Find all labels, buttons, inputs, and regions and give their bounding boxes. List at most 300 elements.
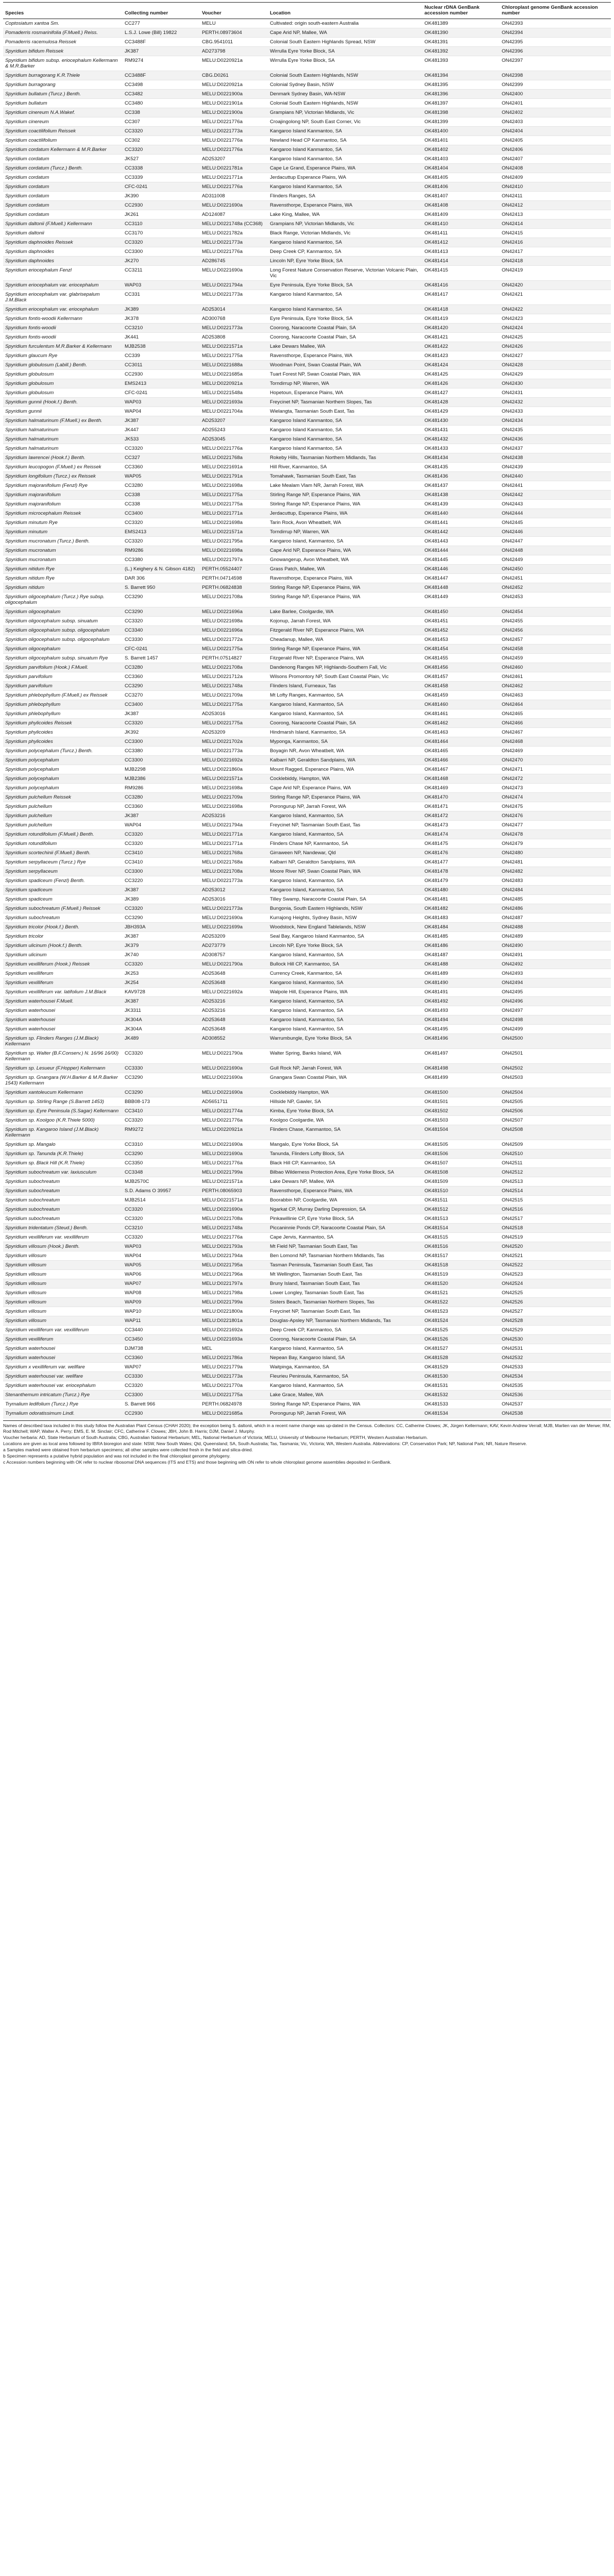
voucher-cell: MELU:D0221771a: [200, 173, 268, 182]
voucher-cell: MELU:D0221690a: [200, 201, 268, 210]
table-row: [3, 290, 611, 305]
voucher-cell: MELU:D0221704a: [200, 407, 268, 416]
chloroplast-accession-cell: ON42407: [500, 155, 611, 164]
species-cell: Spyridium serpyllaceum: [3, 867, 123, 876]
nuclear-accession-cell: OK481489: [422, 969, 500, 978]
location-cell: Gull Rock NP, Jarrah Forest, WA: [268, 1064, 422, 1073]
collecting-number-cell: WAP03: [123, 281, 200, 290]
voucher-cell: MELU:D0221775a: [200, 490, 268, 500]
species-cell: Spyridium cordatum: [3, 173, 123, 182]
table-row: [3, 80, 611, 90]
nuclear-accession-cell: OK481395: [422, 80, 500, 90]
table-row: [3, 1168, 611, 1177]
chloroplast-accession-cell: ON42530: [500, 1335, 611, 1344]
chloroplast-accession-cell: ON42504: [500, 1088, 611, 1097]
chloroplast-accession-cell: ON42430: [500, 379, 611, 388]
species-cell: Spyridium fontis-woodii: [3, 333, 123, 342]
location-cell: Grampians NP, Victorian Midlands, Vic: [268, 108, 422, 117]
collecting-number-cell: MJB2538: [123, 342, 200, 351]
nuclear-accession-cell: OK481485: [422, 932, 500, 941]
nuclear-accession-cell: OK481434: [422, 453, 500, 463]
chloroplast-accession-cell: ON42442: [500, 490, 611, 500]
footnote: Locations are given as local area followed by IBRA bioregion and state: NSW, New South Wales; Qld, Queensland; SA, South Australia; Tas, Tasmania; Vic, Victoria; WA, Western Australia. Abbreviations: CP, Conservation Park; NP, National Park; NR, Nature Reserve.: [3, 1441, 527, 1446]
collecting-number-cell: CC3170: [123, 229, 200, 238]
collecting-number-cell: CC3220: [123, 876, 200, 886]
location-cell: Kangaroo Island, Kanmantoo, SA: [268, 997, 422, 1006]
nuclear-accession-cell: OK481415: [422, 266, 500, 281]
chloroplast-accession-cell: ON42446: [500, 528, 611, 537]
location-cell: Gnowangerup, Avon Wheatbelt, WA: [268, 555, 422, 565]
table-row: [3, 886, 611, 895]
location-cell: Pinkawillinie CP, Eyre Yorke Block, SA: [268, 1214, 422, 1224]
table-row: [3, 99, 611, 108]
species-cell: Spyridium daphnoides: [3, 247, 123, 257]
table-row: [3, 830, 611, 839]
table-row: [3, 257, 611, 266]
table-row: [3, 463, 611, 472]
species-cell: Spyridium subochreatum: [3, 1205, 123, 1214]
voucher-cell: MELU:D0221779a: [200, 1363, 268, 1372]
nuclear-accession-cell: OK481473: [422, 821, 500, 830]
species-cell: Spyridium sp. Flinders Ranges (J.M.Black) Kellermann: [3, 1034, 123, 1049]
location-cell: Kangaroo Island, Kanmantoo, SA: [268, 830, 422, 839]
table-row: [3, 1088, 611, 1097]
collecting-number-cell: CC3320: [123, 127, 200, 136]
table-row: [3, 663, 611, 672]
chloroplast-accession-cell: ON42460: [500, 663, 611, 672]
footnote: b Specimen represents a putative hybrid population and was not included in the final chloroplast genome phylogeny.: [3, 1453, 231, 1459]
voucher-cell: AD286745: [200, 257, 268, 266]
voucher-cell: MELU:D0221775a: [200, 500, 268, 509]
location-cell: Deep Creek CP, Kanmantoo, SA: [268, 247, 422, 257]
nuclear-accession-cell: OK481499: [422, 1073, 500, 1088]
nuclear-accession-cell: OK481482: [422, 904, 500, 913]
table-row: [3, 969, 611, 978]
voucher-cell: AD253012: [200, 886, 268, 895]
location-cell: Freycinet NP, Tasmanian Northern Slopes, Tas: [268, 398, 422, 407]
collecting-number-cell: CC3348: [123, 1168, 200, 1177]
collecting-number-cell: S. Barrett 950: [123, 583, 200, 592]
nuclear-accession-cell: OK481393: [422, 56, 500, 71]
nuclear-accession-cell: OK481468: [422, 774, 500, 784]
location-cell: Dandenong Ranges NP, Highlands-Southern Fall, Vic: [268, 663, 422, 672]
location-cell: Jerdacuttup, Esperance Plains, WA: [268, 509, 422, 518]
species-cell: Spyridium oligocephalum: [3, 645, 123, 654]
collecting-number-cell: CC3380: [123, 747, 200, 756]
location-cell: Newland Head CP Kanmantoo, SA: [268, 136, 422, 145]
collecting-number-cell: JK387: [123, 811, 200, 821]
location-cell: Moore River NP, Swan Coastal Plain, WA: [268, 867, 422, 876]
collecting-number-cell: CC3290: [123, 607, 200, 617]
chloroplast-accession-cell: ON42501: [500, 1049, 611, 1064]
collecting-number-cell: KAV9728: [123, 988, 200, 997]
location-cell: Stirling Range NP, Esperance Plains, WA: [268, 583, 422, 592]
collecting-number-cell: CC3400: [123, 509, 200, 518]
nuclear-accession-cell: OK481503: [422, 1116, 500, 1125]
collecting-number-cell: CC3320: [123, 537, 200, 546]
location-cell: Mt Lofty Ranges, Kanmantoo, SA: [268, 691, 422, 700]
table-row: [3, 1270, 611, 1279]
chloroplast-accession-cell: ON42411: [500, 192, 611, 201]
voucher-cell: MELU:D0221690a: [200, 1149, 268, 1159]
table-row: [3, 737, 611, 747]
location-cell: Walpole Hill, Esperance Plains, WA: [268, 988, 422, 997]
species-cell: Spyridium majoranifolium: [3, 490, 123, 500]
location-cell: Flinders Chase NP, Kanmantoo, SA: [268, 839, 422, 849]
chloroplast-accession-cell: ON42494: [500, 978, 611, 988]
collecting-number-cell: CC3339: [123, 173, 200, 182]
voucher-cell: MELU:D0221748a (CC368): [200, 219, 268, 229]
table-row: [3, 333, 611, 342]
chloroplast-accession-cell: ON42451: [500, 574, 611, 583]
location-cell: Walter Spring, Banks Island, WA: [268, 1049, 422, 1064]
chloroplast-accession-cell: ON42505: [500, 1097, 611, 1107]
chloroplast-accession-cell: ON42471: [500, 765, 611, 774]
voucher-cell: MELU:D0221708a: [200, 1214, 268, 1224]
location-cell: Freycinet NP, Tasmanian South East, Tas: [268, 1307, 422, 1316]
collecting-number-cell: CC338: [123, 490, 200, 500]
location-cell: Lincoln NP, Eyre Yorke Block, SA: [268, 257, 422, 266]
column-header-location: Location: [268, 3, 422, 19]
species-cell: Spyridium tridentatum (Steud.) Benth.: [3, 1224, 123, 1233]
location-cell: Kangaroo Island, Kanmantoo, SA: [268, 876, 422, 886]
species-cell: Spyridium burragorang: [3, 80, 123, 90]
voucher-cell: MELU:D0221773a: [200, 238, 268, 247]
collecting-number-cell: JK387: [123, 932, 200, 941]
voucher-cell: MELU:D0221690a: [200, 1140, 268, 1149]
nuclear-accession-cell: OK481402: [422, 145, 500, 155]
nuclear-accession-cell: OK481477: [422, 858, 500, 867]
species-cell: Spyridium ulicinum: [3, 951, 123, 960]
location-cell: Lake Dewars NP, Mallee, WA: [268, 1177, 422, 1187]
table-row: [3, 672, 611, 682]
chloroplast-accession-cell: ON42410: [500, 182, 611, 192]
collecting-number-cell: CC277: [123, 19, 200, 28]
voucher-cell: AD253045: [200, 435, 268, 444]
table-row: [3, 1107, 611, 1116]
location-cell: Kangaroo Island Kanmantoo, SA: [268, 127, 422, 136]
collecting-number-cell: CC3300: [123, 247, 200, 257]
location-cell: Cape Le Grand, Esperance Plains, WA: [268, 164, 422, 173]
chloroplast-accession-cell: ON42428: [500, 361, 611, 370]
nuclear-accession-cell: OK481397: [422, 99, 500, 108]
collecting-number-cell: CC2930: [123, 370, 200, 379]
collecting-number-cell: CC3300: [123, 1391, 200, 1400]
species-cell: Spyridium eriocephalum var. eriocephalum: [3, 281, 123, 290]
nuclear-accession-cell: OK481406: [422, 182, 500, 192]
location-cell: Kalbarri NP, Geraldton Sandplains, WA: [268, 756, 422, 765]
voucher-cell: MELU:D0221748a: [200, 1224, 268, 1233]
chloroplast-accession-cell: ON42503: [500, 1073, 611, 1088]
species-cell: Spyridium halmaturinum (F.Muell.) ex Benth.: [3, 416, 123, 426]
nuclear-accession-cell: OK481454: [422, 645, 500, 654]
chloroplast-accession-cell: ON42473: [500, 784, 611, 793]
table-row: [3, 481, 611, 490]
footnote: Names of described taxa included in this study follow the Australian Plant Census (CHAH 2020); the exception being S. daltonii, which in a recent name change was up-dated in the Census. Collectors: CC, Catherine Clowes; JK, Jürgen Kellermann; KAV, Kevin Andrew Verrall; MJB, Marlien van der Merwe; RM, Rod Mitchell; WAP, Walter A. Perry; EMS, E. M. Sinclair; CFC, Catherine F. Clowes; JBH, John B. Harris; DJM, Daniel J. Murphy.: [3, 1423, 611, 1434]
chloroplast-accession-cell: ON42425: [500, 333, 611, 342]
species-cell: Spyridium waterhousei: [3, 1015, 123, 1025]
chloroplast-accession-cell: ON42438: [500, 453, 611, 463]
chloroplast-accession-cell: ON42472: [500, 774, 611, 784]
collecting-number-cell: CC3320: [123, 518, 200, 528]
chloroplast-accession-cell: ON42415: [500, 229, 611, 238]
chloroplast-accession-cell: ON42421: [500, 290, 611, 305]
nuclear-accession-cell: OK481526: [422, 1335, 500, 1344]
voucher-cell: PERTH.04714598: [200, 574, 268, 583]
voucher-cell: MELU:D0221768a: [200, 858, 268, 867]
voucher-cell: AD253808: [200, 333, 268, 342]
collecting-number-cell: JK527: [123, 155, 200, 164]
chloroplast-accession-cell: ON42445: [500, 518, 611, 528]
location-cell: Rokeby Hills, Tasmanian Northern Midlands, Tas: [268, 453, 422, 463]
collecting-number-cell: CC3410: [123, 858, 200, 867]
collecting-number-cell: CC338: [123, 500, 200, 509]
table-row: [3, 38, 611, 47]
voucher-cell: MELU:D0221773a: [200, 127, 268, 136]
table-row: [3, 1409, 611, 1418]
column-header-collecting-number: Collecting number: [123, 3, 200, 19]
collecting-number-cell: JK389: [123, 305, 200, 314]
table-row: [3, 839, 611, 849]
voucher-cell: MELU:D0221775a: [200, 719, 268, 728]
species-cell: Spyridium tricolor (Hook.f.) Benth.: [3, 923, 123, 932]
chloroplast-accession-cell: ON42401: [500, 99, 611, 108]
species-cell: Spyridium nitidum Rye: [3, 565, 123, 574]
chloroplast-accession-cell: ON42487: [500, 913, 611, 923]
footnote: a Samples marked were obtained from herbarium specimens; all other samples were collected fresh in the field and silica-dried.: [3, 1447, 253, 1452]
table-row: [3, 56, 611, 71]
chloroplast-accession-cell: ON42531: [500, 1344, 611, 1353]
collecting-number-cell: JK387: [123, 997, 200, 1006]
table-row: [3, 1187, 611, 1196]
collecting-number-cell: CC302: [123, 136, 200, 145]
nuclear-accession-cell: OK481533: [422, 1400, 500, 1409]
collecting-number-cell: CC3300: [123, 737, 200, 747]
location-cell: Kimba, Eyre Yorke Block, SA: [268, 1107, 422, 1116]
location-cell: Lake Dewars Mallee, WA: [268, 342, 422, 351]
nuclear-accession-cell: OK481417: [422, 290, 500, 305]
table-row: [3, 1149, 611, 1159]
species-cell: Spyridium villosum: [3, 1279, 123, 1289]
nuclear-accession-cell: OK481534: [422, 1409, 500, 1418]
footnote: c Accession numbers beginning with OK refer to nuclear ribosomal DNA sequences (ITS and ETS) and those beginning with ON refer to whole chloroplast genome assemblies deposited in GenBank.: [3, 1460, 391, 1465]
voucher-cell: MELU:D0221698a: [200, 518, 268, 528]
chloroplast-accession-cell: ON42444: [500, 509, 611, 518]
collecting-number-cell: RM9286: [123, 784, 200, 793]
voucher-cell: MELU:D0221690a: [200, 1064, 268, 1073]
collecting-number-cell: CC3410: [123, 849, 200, 858]
location-cell: Mt Field NP, Tasmanian South East, Tas: [268, 1242, 422, 1251]
nuclear-accession-cell: OK481436: [422, 472, 500, 481]
table-row: [3, 342, 611, 351]
chloroplast-accession-cell: ON42466: [500, 719, 611, 728]
table-row: [3, 509, 611, 518]
location-cell: Flinders Chase, Kanmantoo, SA: [268, 1125, 422, 1140]
nuclear-accession-cell: OK481422: [422, 342, 500, 351]
table-row: [3, 528, 611, 537]
location-cell: Kangaroo Island Kanmantoo, SA: [268, 435, 422, 444]
collecting-number-cell: WAP04: [123, 407, 200, 416]
chloroplast-accession-cell: ON42406: [500, 145, 611, 155]
collecting-number-cell: MJB2386: [123, 774, 200, 784]
nuclear-accession-cell: OK481427: [422, 388, 500, 398]
table-row: [3, 398, 611, 407]
location-cell: Seal Bay, Kangaroo Island Kanmantoo, SA: [268, 932, 422, 941]
species-cell: Spyridium mucronatum: [3, 546, 123, 555]
voucher-cell: MELU:D0221786a: [200, 1353, 268, 1363]
species-cell: Spyridium oligocephalum (Turcz.) Rye subsp. oligocephalum: [3, 592, 123, 607]
voucher-cell: MELU:D0221768a: [200, 849, 268, 858]
species-cell: Spyridium parvifolium: [3, 672, 123, 682]
location-cell: Stirling Range NP, Esperance Plains, WA: [268, 500, 422, 509]
species-cell: Spyridium minutum Rye: [3, 518, 123, 528]
chloroplast-accession-cell: ON42397: [500, 56, 611, 71]
location-cell: Cape Arid NP, Esperance Plains, WA: [268, 546, 422, 555]
collecting-number-cell: JK389: [123, 895, 200, 904]
collecting-number-cell: JK387: [123, 47, 200, 56]
collecting-number-cell: CC3290: [123, 913, 200, 923]
voucher-cell: MELU:D0221708a: [200, 663, 268, 672]
table-row: [3, 173, 611, 182]
table-row: [3, 1353, 611, 1363]
species-cell: Spyridium halmaturinum: [3, 426, 123, 435]
location-cell: Ravensthorpe, Esperance Plains, WA: [268, 574, 422, 583]
location-cell: Wielangta, Tasmanian South East, Tas: [268, 407, 422, 416]
collecting-number-cell: JK533: [123, 435, 200, 444]
table-row: [3, 1400, 611, 1409]
location-cell: Jerdacuttup Esperance Plains, WA: [268, 173, 422, 182]
chloroplast-accession-cell: ON42508: [500, 1125, 611, 1140]
species-cell: Spyridium lawrencei (Hook.f.) Benth.: [3, 453, 123, 463]
voucher-cell: MELU:D0221797a: [200, 555, 268, 565]
chloroplast-accession-cell: ON42433: [500, 407, 611, 416]
species-cell: Spyridium spadiceum (Fenzl) Benth.: [3, 876, 123, 886]
nuclear-accession-cell: OK481463: [422, 728, 500, 737]
table-row: [3, 1025, 611, 1034]
table-row: [3, 923, 611, 932]
voucher-cell: MELU:D0221776a: [200, 247, 268, 257]
table-row: [3, 435, 611, 444]
table-row: [3, 1205, 611, 1214]
chloroplast-accession-cell: ON42526: [500, 1298, 611, 1307]
table-row: [3, 90, 611, 99]
location-cell: Tanunda, Flinders Lofty Block, SA: [268, 1149, 422, 1159]
location-cell: Ben Lomond NP, Tasmanian Northern Midlands, Tas: [268, 1251, 422, 1261]
location-cell: Kangaroo Island, Kanmantoo, SA: [268, 537, 422, 546]
collecting-number-cell: JK304A: [123, 1015, 200, 1025]
location-cell: Kangaroo Island, Kanmantoo, SA: [268, 978, 422, 988]
table-row: [3, 932, 611, 941]
nuclear-accession-cell: OK481496: [422, 1034, 500, 1049]
species-cell: Spyridium villosum: [3, 1307, 123, 1316]
nuclear-accession-cell: OK481448: [422, 583, 500, 592]
species-cell: Spyridium cordatum: [3, 182, 123, 192]
chloroplast-accession-cell: ON42518: [500, 1224, 611, 1233]
nuclear-accession-cell: OK481442: [422, 528, 500, 537]
chloroplast-accession-cell: ON42515: [500, 1196, 611, 1205]
location-cell: Kangaroo Island, Kanmantoo, SA: [268, 886, 422, 895]
voucher-cell: MELU:D0220921a: [200, 1125, 268, 1140]
voucher-cell: AD253216: [200, 811, 268, 821]
location-cell: Kangaroo Island Kanmantoo, SA: [268, 182, 422, 192]
voucher-cell: MELU:D0221793a: [200, 1242, 268, 1251]
voucher-cell: AD253209: [200, 728, 268, 737]
chloroplast-accession-cell: ON42412: [500, 201, 611, 210]
chloroplast-accession-cell: ON42522: [500, 1261, 611, 1270]
voucher-cell: MELU:D0221692a: [200, 756, 268, 765]
voucher-cell: AD253216: [200, 997, 268, 1006]
nuclear-accession-cell: OK481398: [422, 108, 500, 117]
table-row: [3, 802, 611, 811]
location-cell: Black Range, Victorian Midlands, Vic: [268, 229, 422, 238]
collecting-number-cell: JK387: [123, 886, 200, 895]
species-cell: Spyridium cordatum: [3, 210, 123, 219]
table-row: [3, 700, 611, 709]
table-row: [3, 47, 611, 56]
species-cell: Spyridium sp. Tanunda (K.R.Thiele): [3, 1149, 123, 1159]
nuclear-accession-cell: OK481470: [422, 793, 500, 802]
collecting-number-cell: CC2930: [123, 1409, 200, 1418]
nuclear-accession-cell: OK481433: [422, 444, 500, 453]
chloroplast-accession-cell: ON42414: [500, 219, 611, 229]
species-cell: Spyridium villosum: [3, 1298, 123, 1307]
species-cell: Spyridium pulchellum: [3, 811, 123, 821]
collecting-number-cell: JK270: [123, 257, 200, 266]
location-cell: Cape Arid NP, Mallee, WA: [268, 28, 422, 38]
voucher-cell: MELU:D0221776a: [200, 136, 268, 145]
nuclear-accession-cell: OK481445: [422, 555, 500, 565]
nuclear-accession-cell: OK481505: [422, 1140, 500, 1149]
chloroplast-accession-cell: ON42403: [500, 117, 611, 127]
location-cell: Wilsons Promontory NP, South East Coastal Plain, Vic: [268, 672, 422, 682]
voucher-cell: MELU:D0221698a: [200, 481, 268, 490]
voucher-cell: MELU:D0221571a: [200, 1177, 268, 1187]
species-cell: Spyridium phlebophyllum: [3, 700, 123, 709]
location-cell: Mt Wellington, Tasmanian South East, Tas: [268, 1270, 422, 1279]
table-row: [3, 784, 611, 793]
location-cell: Fitzgerald River NP, Esperance Plains, WA: [268, 626, 422, 635]
chloroplast-accession-cell: ON42468: [500, 737, 611, 747]
table-row: [3, 645, 611, 654]
species-cell: Spyridium fontis-woodii Kellermann: [3, 314, 123, 324]
species-cell: Spyridium eriocephalum var. glabrisepalum J.M.Black: [3, 290, 123, 305]
table-row: [3, 793, 611, 802]
chloroplast-accession-cell: ON42511: [500, 1159, 611, 1168]
species-cell: Spyridium phylicoides: [3, 728, 123, 737]
location-cell: Hindmarsh Island, Kanmantoo, SA: [268, 728, 422, 737]
species-cell: Spyridium pulchellum Reissek: [3, 793, 123, 802]
nuclear-accession-cell: OK481449: [422, 592, 500, 607]
collecting-number-cell: CC3482: [123, 90, 200, 99]
chloroplast-accession-cell: ON42419: [500, 266, 611, 281]
collecting-number-cell: WAP08: [123, 1289, 200, 1298]
collecting-number-cell: CFC-0241: [123, 388, 200, 398]
location-cell: Bullock Hill CP, Kanmantoo, SA: [268, 960, 422, 969]
species-cell: Spyridium sp. Mangalo: [3, 1140, 123, 1149]
collecting-number-cell: CC3320: [123, 1233, 200, 1242]
table-row: [3, 28, 611, 38]
nuclear-accession-cell: OK481483: [422, 913, 500, 923]
chloroplast-accession-cell: ON42495: [500, 988, 611, 997]
chloroplast-accession-cell: ON42465: [500, 709, 611, 719]
table-row: [3, 164, 611, 173]
nuclear-accession-cell: OK481446: [422, 565, 500, 574]
table-row: [3, 192, 611, 201]
location-cell: Kurrajong Heights, Sydney Basin, NSW: [268, 913, 422, 923]
collecting-number-cell: JK304A: [123, 1025, 200, 1034]
voucher-cell: MELU:D0220921a: [200, 56, 268, 71]
collecting-number-cell: RM9274: [123, 56, 200, 71]
